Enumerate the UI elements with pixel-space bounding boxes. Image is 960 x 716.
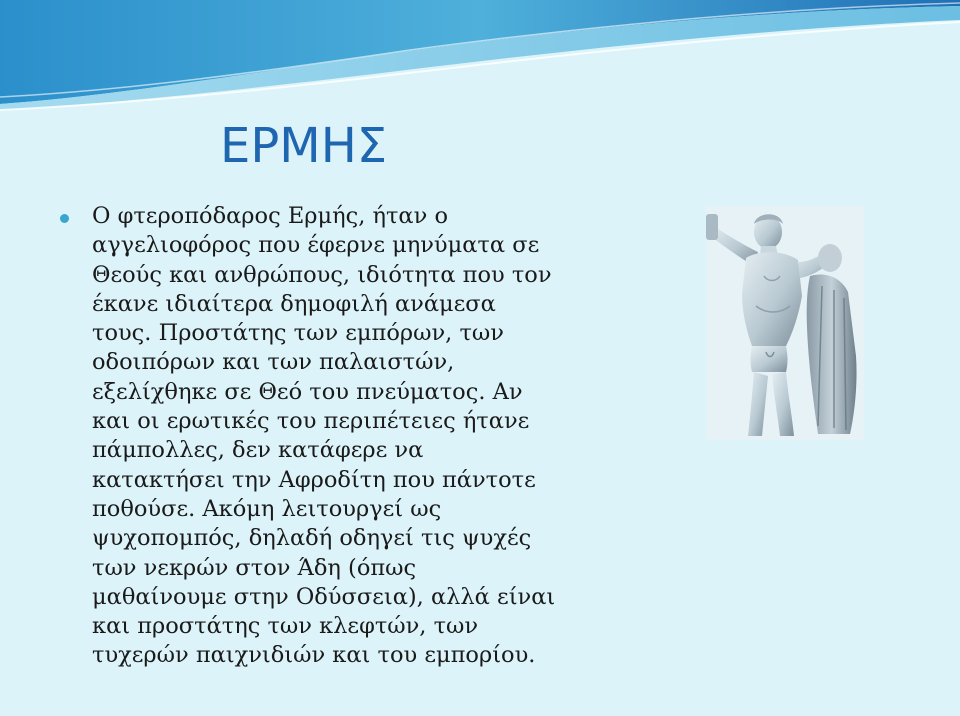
body-line: ποθούσε. Ακόμη λειτουργεί ως [92,495,442,522]
body-line: ψυχοπομπός, δηλαδή οδηγεί τις ψυχές [92,525,532,552]
body-line: εξελίχθηκε σε Θεό του πνεύματος. Αν [92,378,523,405]
top-wave-decoration [0,0,960,120]
bullet-dot-icon [60,214,69,223]
body-paragraph [92,202,632,671]
body-line: και οι ερωτικές του περιπέτειες ήτανε [92,408,530,435]
body-line: κατακτήσει την Αφροδίτη που πάντοτε [92,466,536,493]
body-line: έκανε ιδιαίτερα δημοφιλή ανάμεσα [92,290,496,317]
body-line: Θεούς και ανθρώπους, ιδιότητα που τον [92,261,552,288]
body-line: οδοιπόρων και των παλαιστών, [92,349,455,376]
body-line: αγγελιοφόρος που έφερνε μηνύματα σε [92,232,540,259]
body-line: τυχερών παιχνιδιών και του εμπορίου. [92,642,536,669]
body-line: τους. Προστάτης των εμπόρων, των [92,320,504,347]
body-line: και προστάτης των κλεφτών, των [92,613,479,640]
body-line: Ο φτεροπόδαρος Ερμής, ήταν ο [92,203,448,229]
body-line: των νεκρών στον Άδη (όπως [92,554,417,581]
slide-title: ΕΡΜΗΣ [220,118,388,174]
body-line: πάμπολλες, δεν κατάφερε να [92,437,424,464]
hermes-statue-image [706,206,864,440]
body-line: μαθαίνουμε στην Οδύσσεια), αλλά είναι [92,583,556,610]
